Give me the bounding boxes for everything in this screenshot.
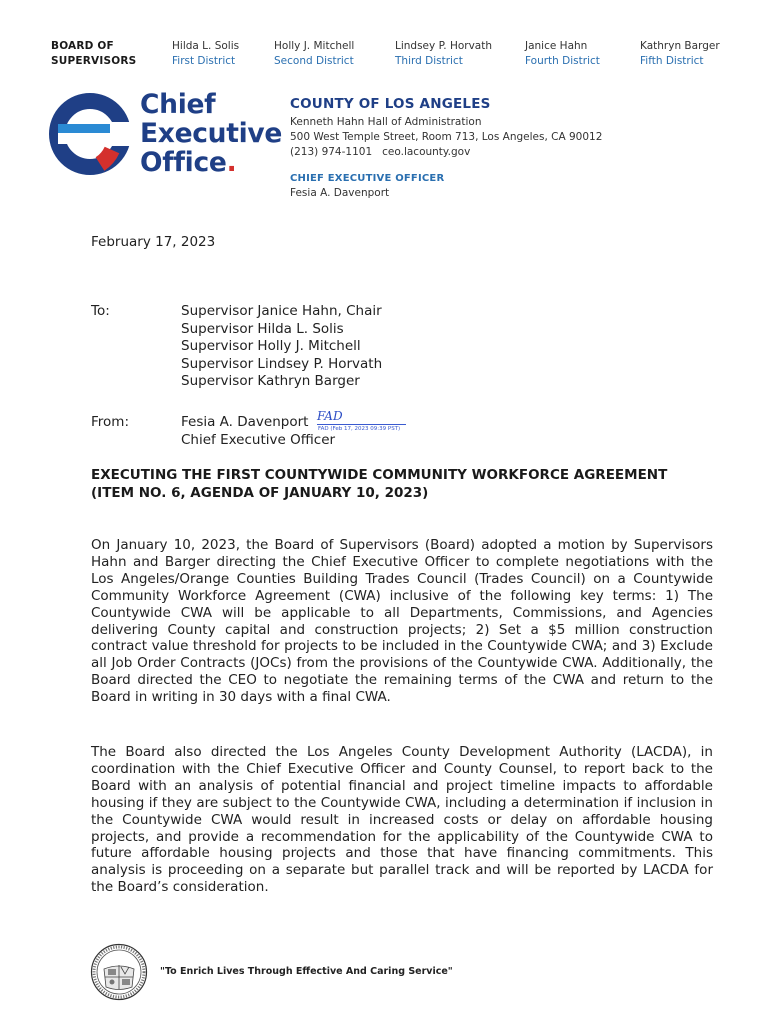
supervisor-fifth-district [640, 39, 720, 69]
logo-line3: Office [140, 147, 227, 178]
logo-line1: Chief [140, 89, 216, 120]
county-name: COUNTY OF LOS ANGELES [290, 96, 491, 112]
supervisor-district: Second District [274, 55, 354, 67]
logo-dot: . [226, 147, 237, 178]
signature-line [317, 424, 406, 425]
ceo-logo-icon [48, 92, 132, 176]
recipient: Supervisor Lindsey P. Horvath [181, 355, 383, 372]
office-street: 500 West Temple Street, Room 713, Los Angeles, CA 90012 [290, 131, 603, 143]
officer-name: Fesia A. Davenport [290, 187, 390, 199]
supervisor-name: Lindsey P. Horvath [395, 40, 492, 52]
supervisor-name: Holly J. Mitchell [274, 40, 355, 52]
body-paragraph-2: The Board also directed the Los Angeles County Development Authority (LACDA), in coordination with the Chief Executive Officer and County Counsel, to report back to the Board with an analysis of potential financial and project timeline impacts to affordable housing if they are subject to the Countywide CWA, including a determination if inclusion in the Countywide CWA would result in increased costs or delay on affordable housing projects, and provide a recommendation for the applicability of the Countywide CWA to future affordable housing projects and those that have financing commitments. This analysis is proceeding on a separate but parallel track and will be reported by LACDA for the Board’s consideration. [91, 744, 713, 896]
county-seal-icon [90, 943, 148, 1001]
office-hall: Kenneth Hahn Hall of Administration [290, 116, 482, 128]
from-block [181, 414, 335, 449]
supervisor-third-district [395, 39, 492, 69]
from-title: Chief Executive Officer [181, 431, 336, 448]
recipient: Supervisor Janice Hahn, Chair [181, 303, 382, 319]
supervisor-district: Fourth District [525, 55, 600, 67]
recipient-list [181, 303, 382, 391]
subject-line2: (ITEM NO. 6, AGENDA OF JANUARY 10, 2023) [91, 485, 429, 501]
logo-line3-wrap [140, 148, 282, 177]
office-contact: (213) 974-1101 ceo.lacounty.gov [290, 146, 471, 158]
supervisor-name: Janice Hahn [525, 40, 588, 52]
subject-line1: EXECUTING THE FIRST COUNTYWIDE COMMUNITY WORKFORCE AGREEMENT [91, 467, 668, 483]
to-label: To: [91, 303, 110, 319]
body-paragraph-1: On January 10, 2023, the Board of Supervisors (Board) adopted a motion by Supervisors Hahn and Barger directing the Chief Executive Officer to complete negotiations with the Los Angeles/Orange Counties Building Trades Council (Trades Council) on a Countywide Community Workforce Agreement (CWA) inclusive of the following key terms: 1) The Countywide CWA will be applicable to all Departments, Commissions, and Agencies delivering County capital and construction projects; 2) Set a $5 million construction contract value threshold for projects to be included in the Countywide CWA; and 3) Exclude all Job Order Contracts (JOCs) from the provisions of the Countywide CWA. Additionally, the Board directed the CEO to negotiate the remaining terms of the CWA and return to the Board in writing in 30 days with a final CWA. [91, 537, 713, 706]
supervisor-name: Hilda L. Solis [172, 40, 240, 52]
supervisor-fourth-district [525, 39, 600, 69]
officer-title: CHIEF EXECUTIVE OFFICER [290, 173, 445, 184]
supervisor-district: Third District [395, 55, 463, 67]
county-motto: "To Enrich Lives Through Effective And Caring Service" [160, 966, 453, 977]
board-title-line1: BOARD OF [51, 40, 114, 52]
office-address [290, 115, 602, 160]
memo-date: February 17, 2023 [91, 234, 216, 250]
recipient: Supervisor Hilda L. Solis [181, 320, 344, 337]
supervisor-name: Kathryn Barger [640, 40, 720, 52]
signature-initials: FAD [317, 409, 343, 423]
signature-stamp: FAD (Feb 17, 2023 09:39 PST) [318, 426, 401, 432]
memo-subject [91, 466, 731, 502]
recipient: Supervisor Kathryn Barger [181, 373, 360, 390]
board-title-line2: SUPERVISORS [51, 55, 137, 67]
from-name: Fesia A. Davenport [181, 414, 309, 430]
supervisor-first-district [172, 39, 239, 69]
logo-line2: Executive [140, 118, 283, 149]
supervisor-district: Fifth District [640, 55, 704, 67]
supervisor-second-district [274, 39, 354, 69]
recipient: Supervisor Holly J. Mitchell [181, 338, 361, 355]
board-title [51, 39, 136, 69]
from-label: From: [91, 414, 129, 430]
logo-wordmark [140, 90, 282, 177]
supervisor-district: First District [172, 55, 236, 67]
